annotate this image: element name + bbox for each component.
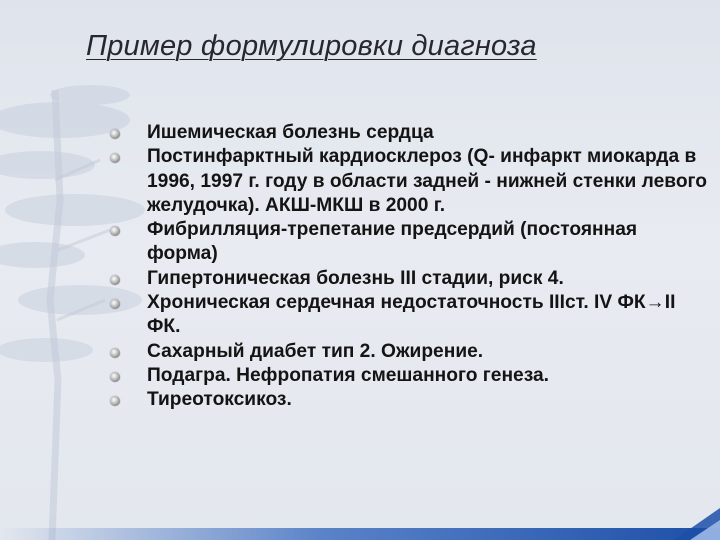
bullet-icon bbox=[110, 372, 120, 382]
bullet-icon bbox=[110, 348, 120, 358]
list-item-text: Хроническая сердечная недостаточность IIIст. IV ФК→II ФК. bbox=[147, 292, 676, 338]
list-item bbox=[110, 364, 710, 388]
list-item-text: Фибрилляция-трепетание предсердий (постоянная форма) bbox=[147, 219, 638, 265]
list-item bbox=[110, 267, 710, 291]
diagnosis-list bbox=[110, 121, 710, 413]
list-item bbox=[110, 291, 710, 340]
list-item-text: Постинфарктный кардиосклероз (Q- инфаркт миокарда в 1996, 1997 г. году в области задней - нижней стенки левого желудочка). АКШ-МКШ в 2000 г. bbox=[147, 146, 707, 216]
bullet-icon bbox=[110, 299, 120, 309]
list-item bbox=[110, 121, 710, 145]
bullet-icon bbox=[110, 226, 120, 236]
list-item-text: Подагра. Нефропатия смешанного генеза. bbox=[147, 364, 549, 386]
bullet-icon bbox=[110, 396, 120, 406]
list-item bbox=[110, 145, 710, 218]
list-item bbox=[110, 388, 710, 412]
bullet-icon bbox=[110, 153, 120, 163]
corner-arrow-decoration bbox=[660, 500, 720, 540]
list-item-text: Сахарный диабет тип 2. Ожирение. bbox=[147, 340, 484, 362]
slide-title: Пример формулировки диагноза bbox=[86, 30, 537, 62]
list-item bbox=[110, 340, 710, 364]
bullet-icon bbox=[110, 275, 120, 285]
footer-accent-bar bbox=[0, 528, 720, 540]
list-item bbox=[110, 218, 710, 267]
list-item-text: Ишемическая болезнь сердца bbox=[147, 122, 434, 143]
bullet-icon bbox=[110, 129, 120, 139]
list-item-text: Тиреотоксикоз. bbox=[147, 389, 292, 411]
list-item-text: Гипертоническая болезнь III стадии, риск 4. bbox=[147, 267, 564, 289]
